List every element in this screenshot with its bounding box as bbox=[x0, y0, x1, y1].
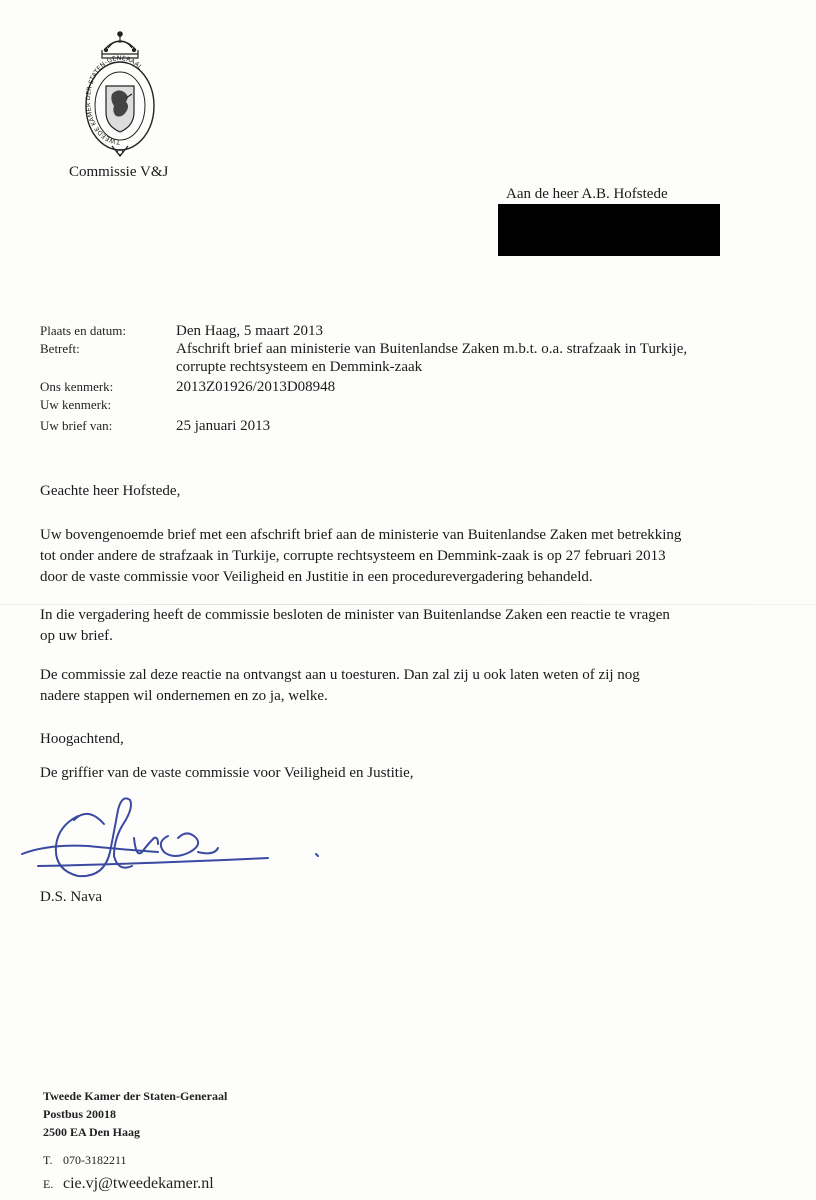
subject-label: Betreft: bbox=[40, 341, 80, 356]
your-letter-label: Uw brief van: bbox=[40, 418, 113, 433]
sender-address bbox=[43, 1087, 227, 1141]
paragraph-1-line-2: tot onder andere de strafzaak in Turkije, corrupte rechtsysteem en Demmink-zaak is op 27 februari 2013 bbox=[40, 548, 666, 564]
paragraph-3-line-1: De commissie zal deze reactie na ontvangst aan u toesturen. Dan zal zij u ook laten weten of zij nog bbox=[40, 667, 640, 683]
phone-number: 070-3182211 bbox=[63, 1153, 127, 1167]
email-address: cie.vj@tweedekamer.nl bbox=[63, 1175, 214, 1192]
emblem-ring-text: TWEEDE KAMER DER STATEN-GENERAAL bbox=[84, 54, 144, 146]
email-label: E. bbox=[43, 1177, 54, 1191]
sender-postbox: Postbus 20018 bbox=[43, 1107, 117, 1121]
subject-line-1: Afschrift brief aan ministerie van Buitenlandse Zaken m.b.t. o.a. strafzaak in Turkije, bbox=[176, 341, 688, 357]
signer-name: D.S. Nava bbox=[40, 889, 103, 905]
phone-row bbox=[43, 1153, 214, 1175]
signer-role: De griffier van de vaste commissie voor Veiligheid en Justitie, bbox=[40, 765, 414, 781]
your-ref-label: Uw kenmerk: bbox=[40, 397, 112, 412]
email-row bbox=[43, 1175, 214, 1197]
sender-org: Tweede Kamer der Staten-Generaal bbox=[43, 1089, 228, 1103]
our-ref-label: Ons kenmerk: bbox=[40, 379, 114, 394]
paragraph-1-line-1: Uw bovengenoemde brief met een afschrift brief aan de ministerie van Buitenlandse Zaken met betrekking bbox=[40, 527, 682, 543]
sender-contact bbox=[43, 1153, 214, 1197]
paragraph-2-line-2: op uw brief. bbox=[40, 628, 113, 644]
addressee-name: Aan de heer A.B. Hofstede bbox=[506, 186, 668, 202]
subject-line-2: corrupte rechtsysteem en Demmink-zaak bbox=[176, 359, 423, 375]
our-ref-value: 2013Z01926/2013D08948 bbox=[176, 379, 336, 395]
sender-city: 2500 EA Den Haag bbox=[43, 1125, 141, 1139]
paragraph-1-line-3: door de vaste commissie voor Veiligheid en Justitie in een procedurevergadering behandeld. bbox=[40, 569, 593, 585]
tweede-kamer-emblem bbox=[82, 28, 158, 162]
handwritten-signature bbox=[18, 786, 328, 890]
paragraph-2 bbox=[40, 605, 790, 647]
committee-name: Commissie V&J bbox=[69, 164, 169, 180]
paragraph-2-line-1: In die vergadering heeft de commissie besloten de minister van Buitenlandse Zaken een reactie te vragen bbox=[40, 607, 670, 623]
closing: Hoogachtend, bbox=[40, 731, 124, 747]
redacted-address-block bbox=[498, 204, 720, 256]
your-letter-value: 25 januari 2013 bbox=[176, 418, 271, 434]
phone-label: T. bbox=[43, 1153, 53, 1167]
place-date-value: Den Haag, 5 maart 2013 bbox=[176, 323, 324, 339]
salutation: Geachte heer Hofstede, bbox=[40, 483, 181, 499]
place-date-label: Plaats en datum: bbox=[40, 323, 126, 338]
paragraph-3-line-2: nadere stappen wil ondernemen en zo ja, welke. bbox=[40, 688, 328, 704]
paragraph-1 bbox=[40, 525, 790, 588]
paragraph-3 bbox=[40, 665, 790, 707]
